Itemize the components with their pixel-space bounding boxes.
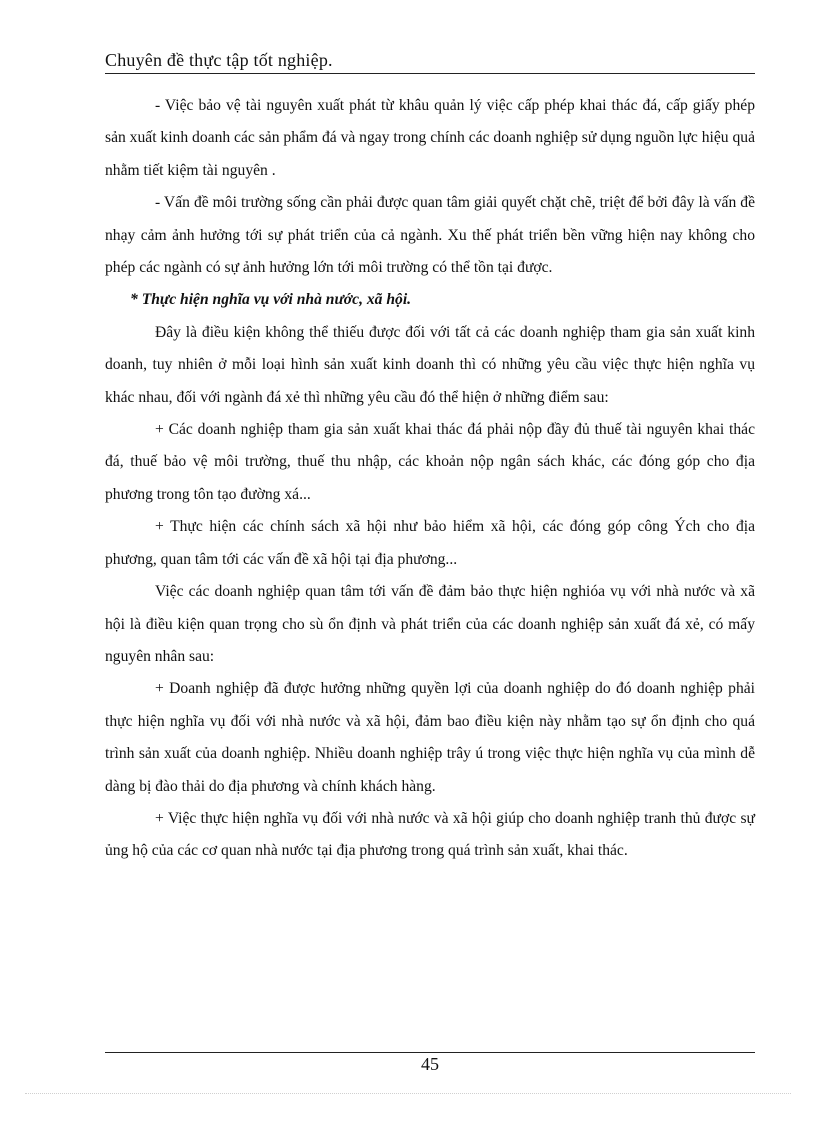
paragraph-reason-support: + Việc thực hiện nghĩa vụ đối với nhà nước và xã hội giúp cho doanh nghiệp tranh thủ được sự ủng hộ của các cơ quan nhà nước tại địa phương trong quá trình sản xuất, khai thác. [105,809,755,860]
page-header-title: Chuyên đề thực tập tốt nghiệp. [105,50,333,70]
document-body [105,90,755,868]
section-heading-obligations: * Thực hiện nghĩa vụ với nhà nước, xã hội. [130,291,412,309]
paragraph-obligations-intro: Đây là điều kiện không thể thiếu được đối với tất cả các doanh nghiệp tham gia sản xuất kinh doanh, tuy nhiên ở mỗi loại hình sản xuất kinh doanh thì có những yêu cầu việc thực hiện nghĩa vụ khác nhau, đối với ngành đá xẻ thì những yêu cầu đó thể hiện ở những điểm sau: [105,323,755,406]
page-edge-divider [25,1093,791,1094]
paragraph-reason-rights: + Doanh nghiệp đã được hưởng những quyền lợi của doanh nghiệp do đó doanh nghiệp phải thực hiện nghĩa vụ đối với nhà nước và xã hội, đảm bao điều kiện này nhằm tạo sự ổn định cho quá trình sản xuất của doanh nghiệp. Nhiều doanh nghiệp trây ú trong việc thực hiện nghĩa vụ của mình dễ dàng bị đào thải do địa phương và chính khách hàng. [105,680,755,795]
paragraph-taxes: + Các doanh nghiệp tham gia sản xuất khai thác đá phải nộp đầy đủ thuế tài nguyên khai thác đá, thuế bảo vệ môi trường, thuế thu nhập, các khoản nộp ngân sách khác, các đóng góp cho địa phương trong tôn tạo đường xá... [105,421,755,503]
paragraph-environment: - Vấn đề môi trường sống cần phải được quan tâm giải quyết chặt chẽ, triệt để bởi đây là vấn đề nhạy cảm ảnh hưởng tới sự phát triển của cả ngành. Xu thế phát triển bền vững hiện nay không cho phép các ngành có sự ảnh hưởng lớn tới môi trường có thể tồn tại được. [105,194,755,277]
paragraph-importance: Việc các doanh nghiệp quan tâm tới vấn đề đảm bảo thực hiện nghióa vụ với nhà nước và xã hội là điều kiện quan trọng cho sù ổn định và phát triển của các doanh nghiệp sản xuất đá xẻ, có mấy nguyên nhân sau: [105,583,755,665]
paragraph-social-policies: + Thực hiện các chính sách xã hội như bảo hiểm xã hội, các đóng góp công Ých cho địa phương, quan tâm tới các vấn đề xã hội tại địa phương... [105,518,755,568]
header-divider [105,73,755,74]
paragraph-resource-protection: - Việc bảo vệ tài nguyên xuất phát từ khâu quản lý việc cấp phép khai thác đá, cấp giấy phép sản xuất kinh doanh các sản phẩm đá và ngay trong chính các doanh nghiệp sử dụng nguồn lực hiệu quả nhằm tiết kiệm tài nguyên . [105,97,756,179]
page-number: 45 [421,1054,439,1074]
footer-divider [105,1052,755,1053]
